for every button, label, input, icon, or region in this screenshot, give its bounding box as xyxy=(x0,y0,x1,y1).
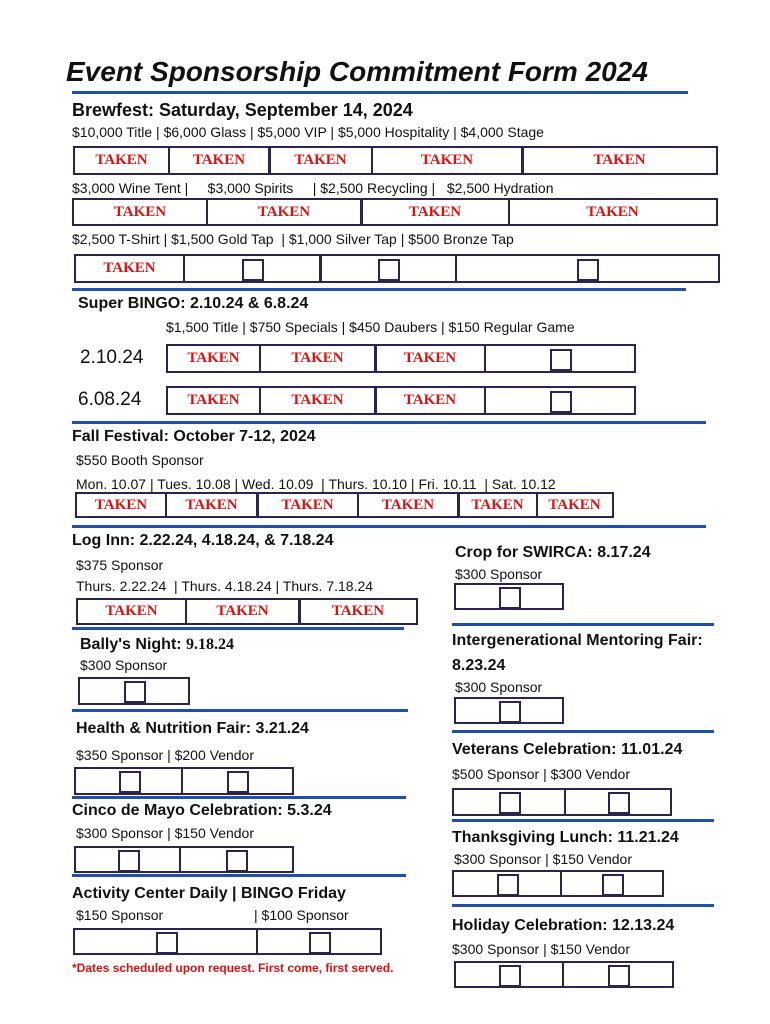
checkbox[interactable] xyxy=(550,349,572,371)
brewfest-silver-tap-cell[interactable] xyxy=(319,254,457,283)
crop-row xyxy=(454,583,561,610)
brewfest-tier1-row xyxy=(73,146,718,175)
fall-thu-cell[interactable] xyxy=(357,492,460,518)
loginn-feb-cell[interactable] xyxy=(76,598,187,625)
brewfest-bronze-tap-cell[interactable] xyxy=(455,254,720,283)
bingo-date-1: 2.10.24 xyxy=(80,347,144,368)
title-divider xyxy=(72,91,688,94)
taken-mark: TAKEN xyxy=(420,152,474,168)
checkbox[interactable] xyxy=(608,965,630,987)
taken-mark: TAKEN xyxy=(94,496,148,513)
bingo1-daubers-cell[interactable] xyxy=(374,344,486,373)
fall-days: Mon. 10.07 | Tues. 10.08 | Wed. 10.09 | Thurs. 10.10 | Fri. 10.11 | Sat. 10.12 xyxy=(76,476,556,492)
ballys-sponsor-cell[interactable] xyxy=(78,677,190,705)
bingo1-regular-cell[interactable] xyxy=(484,344,636,373)
brewfest-tier1-prices: $10,000 Title | $6,000 Glass | $5,000 VIP | $5,000 Hospitality | $4,000 Stage xyxy=(72,124,544,140)
bingo-prices: $1,500 Title | $750 Specials | $450 Daubers | $150 Regular Game xyxy=(166,319,575,335)
brewfest-recycling-cell[interactable] xyxy=(360,198,510,226)
fall-row xyxy=(75,492,619,518)
brewfest-title-cell[interactable] xyxy=(73,146,170,175)
section-divider xyxy=(452,623,714,626)
activity-price-2: | $100 Sponsor xyxy=(254,907,349,923)
activity-daily-cell[interactable] xyxy=(73,928,258,955)
taken-mark: TAKEN xyxy=(281,496,334,513)
bingo2-title-cell[interactable] xyxy=(166,386,261,415)
mentoring-price: $300 Sponsor xyxy=(455,679,543,695)
taken-mark: TAKEN xyxy=(593,152,646,168)
brewfest-spirits-cell[interactable] xyxy=(206,198,363,226)
taken-mark: TAKEN xyxy=(216,603,269,619)
checkbox[interactable] xyxy=(550,391,572,413)
brewfest-gold-tap-cell[interactable] xyxy=(183,254,322,283)
health-price: $350 Sponsor | $200 Vendor xyxy=(76,747,255,763)
bingo-row-1 xyxy=(166,344,636,373)
crop-price: $300 Sponsor xyxy=(455,566,543,582)
taken-mark: TAKEN xyxy=(257,203,311,220)
health-vendor-cell[interactable] xyxy=(181,767,294,795)
section-divider xyxy=(452,904,714,907)
health-sponsor-cell[interactable] xyxy=(74,767,183,795)
brewfest-wine-tent-cell[interactable] xyxy=(72,198,208,226)
activity-bingo-cell[interactable] xyxy=(256,928,382,955)
brewfest-hydration-cell[interactable] xyxy=(508,198,718,226)
checkbox[interactable] xyxy=(227,771,249,793)
checkbox[interactable] xyxy=(309,932,331,954)
taken-mark: TAKEN xyxy=(103,260,156,276)
fall-wed-cell[interactable] xyxy=(256,492,359,518)
checkbox[interactable] xyxy=(118,850,140,872)
bingo2-specials-cell[interactable] xyxy=(259,386,377,415)
checkbox[interactable] xyxy=(497,874,519,896)
cinco-vendor-cell[interactable] xyxy=(179,846,294,873)
loginn-row xyxy=(76,598,418,625)
checkbox[interactable] xyxy=(119,771,141,793)
veterans-row xyxy=(452,788,671,816)
section-divider xyxy=(72,525,706,528)
holiday-vendor-cell[interactable] xyxy=(562,961,674,988)
holiday-row xyxy=(454,961,673,988)
checkbox[interactable] xyxy=(156,932,178,954)
bingo2-regular-cell[interactable] xyxy=(484,386,636,415)
thanksgiving-vendor-cell[interactable] xyxy=(560,870,664,897)
taken-mark: TAKEN xyxy=(187,392,240,408)
brewfest-tier2-row xyxy=(72,198,718,226)
brewfest-tshirt-cell[interactable] xyxy=(74,254,185,283)
cinco-heading: Cinco de Mayo Celebration: 5.3.24 xyxy=(72,802,332,819)
checkbox[interactable] xyxy=(124,681,146,703)
activity-row xyxy=(73,928,381,955)
activity-heading: Activity Center Daily | BINGO Friday xyxy=(72,885,346,902)
taken-mark: TAKEN xyxy=(291,392,344,408)
checkbox[interactable] xyxy=(608,792,630,814)
taken-mark: TAKEN xyxy=(113,203,167,220)
checkbox[interactable] xyxy=(499,587,521,609)
checkbox[interactable] xyxy=(499,792,521,814)
fall-sat-cell[interactable] xyxy=(536,492,614,518)
taken-mark: TAKEN xyxy=(95,152,148,168)
taken-mark: TAKEN xyxy=(403,350,457,366)
section-divider xyxy=(72,796,406,799)
checkbox[interactable] xyxy=(602,874,624,896)
brewfest-heading: Brewfest: Saturday, September 14, 2024 xyxy=(72,100,413,120)
health-row xyxy=(74,767,293,795)
ballys-heading xyxy=(80,636,234,654)
section-divider xyxy=(72,288,686,291)
veterans-sponsor-cell[interactable] xyxy=(452,788,566,816)
activity-price-1: $150 Sponsor xyxy=(76,907,164,923)
checkbox[interactable] xyxy=(499,701,521,723)
loginn-heading: Log Inn: 2.22.24, 4.18.24, & 7.18.24 xyxy=(72,532,334,549)
taken-mark: TAKEN xyxy=(471,496,524,513)
mentoring-date: 8.23.24 xyxy=(452,657,506,674)
taken-mark: TAKEN xyxy=(185,496,238,513)
fall-tue-cell[interactable] xyxy=(165,492,259,518)
taken-mark: TAKEN xyxy=(403,392,457,408)
fall-fri-cell[interactable] xyxy=(457,492,538,518)
mentoring-row xyxy=(454,697,561,724)
brewfest-tier3-prices: $2,500 T-Shirt | $1,500 Gold Tap | $1,000 Silver Tap | $500 Bronze Tap xyxy=(72,231,514,247)
section-divider xyxy=(72,874,406,877)
mentoring-heading: Intergenerational Mentoring Fair: xyxy=(452,632,703,649)
brewfest-tier3-row xyxy=(74,254,719,283)
ballys-row xyxy=(78,677,187,705)
bingo2-daubers-cell[interactable] xyxy=(374,386,486,415)
holiday-sponsor-cell[interactable] xyxy=(454,961,564,988)
taken-mark: TAKEN xyxy=(187,350,240,366)
form-title: Event Sponsorship Commitment Form 2024 xyxy=(66,56,648,87)
holiday-price: $300 Sponsor | $150 Vendor xyxy=(452,941,631,957)
mentoring-sponsor-cell[interactable] xyxy=(454,697,564,724)
section-divider xyxy=(452,819,714,822)
ballys-heading-text: Bally's Night: xyxy=(80,636,182,653)
taken-mark: TAKEN xyxy=(408,203,462,220)
taken-mark: TAKEN xyxy=(192,152,246,168)
cinco-price: $300 Sponsor | $150 Vendor xyxy=(76,825,255,841)
section-divider xyxy=(72,709,408,712)
taken-mark: TAKEN xyxy=(294,152,347,168)
section-divider xyxy=(452,730,714,733)
ballys-price: $300 Sponsor xyxy=(80,657,168,673)
taken-mark: TAKEN xyxy=(331,603,385,619)
thanksgiving-price: $300 Sponsor | $150 Vendor xyxy=(454,851,633,867)
brewfest-vip-cell[interactable] xyxy=(268,146,373,175)
bingo1-title-cell[interactable] xyxy=(166,344,261,373)
taken-mark: TAKEN xyxy=(291,350,344,366)
taken-mark: TAKEN xyxy=(548,496,601,513)
taken-mark: TAKEN xyxy=(381,496,435,513)
loginn-apr-cell[interactable] xyxy=(185,598,301,625)
crop-heading: Crop for SWIRCA: 8.17.24 xyxy=(455,544,651,561)
bingo-heading: Super BINGO: 2.10.24 & 6.8.24 xyxy=(78,295,309,312)
section-divider xyxy=(72,421,706,424)
bingo-date-2: 6.08.24 xyxy=(78,389,142,410)
loginn-price: $375 Sponsor xyxy=(76,557,164,573)
brewfest-stage-cell[interactable] xyxy=(521,146,718,175)
fall-mon-cell[interactable] xyxy=(75,492,167,518)
bingo-row-2 xyxy=(166,386,636,415)
loginn-jul-cell[interactable] xyxy=(298,598,418,625)
thanksgiving-sponsor-cell[interactable] xyxy=(452,870,562,897)
health-heading: Health & Nutrition Fair: 3.21.24 xyxy=(76,720,309,737)
brewfest-hospitality-cell[interactable] xyxy=(371,146,524,175)
footnote: *Dates scheduled upon request. First come, first served. xyxy=(72,961,394,975)
thanksgiving-heading: Thanksgiving Lunch: 11.21.24 xyxy=(452,829,679,846)
taken-mark: TAKEN xyxy=(586,203,639,220)
checkbox[interactable] xyxy=(378,259,400,281)
section-divider xyxy=(72,627,404,630)
brewfest-tier2-prices: $3,000 Wine Tent | $3,000 Spirits | $2,500 Recycling | $2,500 Hydration xyxy=(72,180,554,196)
cinco-row xyxy=(74,846,293,873)
checkbox[interactable] xyxy=(242,259,264,281)
ballys-date: 9.18.24 xyxy=(186,636,235,653)
checkbox[interactable] xyxy=(499,965,521,987)
holiday-heading: Holiday Celebration: 12.13.24 xyxy=(452,917,675,934)
thanksgiving-row xyxy=(452,870,663,897)
crop-sponsor-cell[interactable] xyxy=(454,583,564,610)
checkbox[interactable] xyxy=(226,850,248,872)
fall-price: $550 Booth Sponsor xyxy=(76,452,204,468)
taken-mark: TAKEN xyxy=(105,603,158,619)
veterans-heading: Veterans Celebration: 11.01.24 xyxy=(452,741,683,758)
brewfest-glass-cell[interactable] xyxy=(168,146,271,175)
fall-heading: Fall Festival: October 7-12, 2024 xyxy=(72,428,316,445)
cinco-sponsor-cell[interactable] xyxy=(74,846,181,873)
veterans-vendor-cell[interactable] xyxy=(564,788,672,816)
checkbox[interactable] xyxy=(577,259,599,281)
veterans-price: $500 Sponsor | $300 Vendor xyxy=(452,766,631,782)
bingo1-specials-cell[interactable] xyxy=(259,344,377,373)
loginn-dates: Thurs. 2.22.24 | Thurs. 4.18.24 | Thurs. 7.18.24 xyxy=(76,578,374,594)
